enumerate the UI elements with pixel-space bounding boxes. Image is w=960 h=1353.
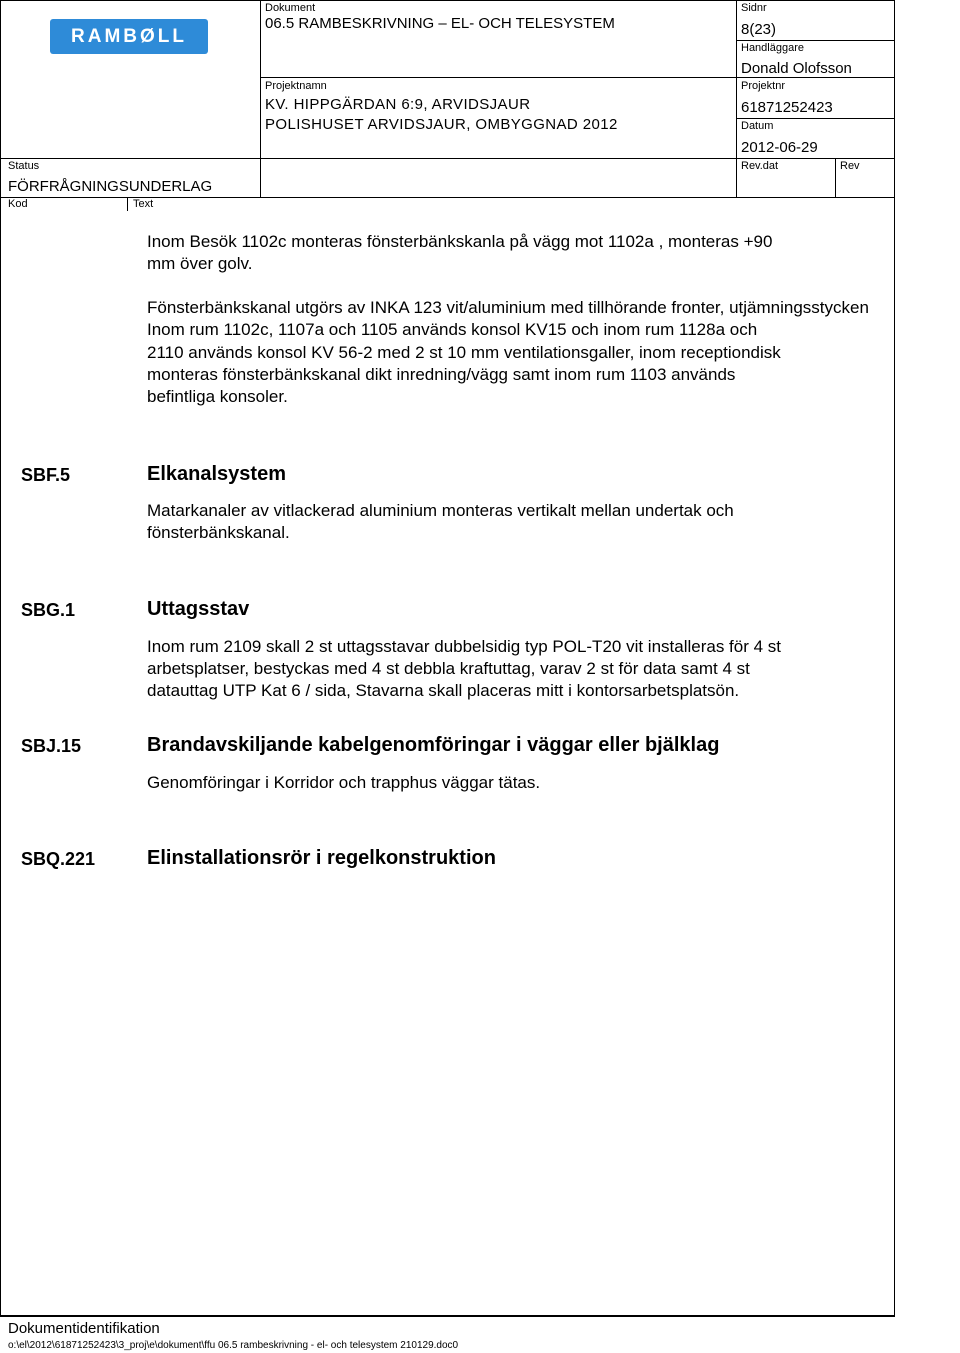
projektnr-value: 61871252423 bbox=[741, 99, 833, 116]
logo-text: RAMBØLL bbox=[71, 26, 187, 47]
paragraph-line: Inom rum 1102c, 1107a och 1105 används konsol KV15 och inom rum 1128a och bbox=[147, 320, 758, 339]
revdat-label: Rev.dat bbox=[741, 160, 779, 172]
sidnr-value: 8(23) bbox=[741, 21, 777, 38]
section-line: datauttag UTP Kat 6 / sida, Stavarna skall placeras mitt i kontorsarbetsplatsön. bbox=[147, 681, 740, 700]
section-heading: Elinstallationsrör i regelkonstruktion bbox=[147, 847, 496, 869]
handlaggare-value: Donald Olofsson bbox=[741, 60, 852, 77]
section-code: SBG.1 bbox=[21, 600, 76, 620]
paragraph-line: befintliga konsoler. bbox=[147, 387, 288, 406]
intro-line: Inom Besök 1102c monteras fönsterbänkskanla på vägg mot 1102a , monteras +90 bbox=[147, 232, 773, 251]
header-rule bbox=[736, 118, 895, 119]
paragraph-line: Fönsterbänkskanal utgörs av INKA 123 vit/aluminium med tillhörande fronter, utjämningsstycken bbox=[147, 298, 869, 317]
dokument-value: 06.5 RAMBESKRIVNING – EL- OCH TELESYSTEM bbox=[265, 15, 615, 32]
projektnamn-line2: POLISHUSET ARVIDSJAUR, OMBYGGNAD 2012 bbox=[265, 116, 618, 133]
header-rule bbox=[736, 40, 895, 41]
section-heading: Brandavskiljande kabelgenomföringar i väggar eller bjälklag bbox=[147, 734, 720, 756]
rev-label: Rev bbox=[840, 160, 860, 172]
handlaggare-label: Handläggare bbox=[741, 42, 804, 54]
header-rule bbox=[260, 77, 895, 78]
status-label: Status bbox=[8, 160, 40, 172]
section-code: SBQ.221 bbox=[21, 849, 96, 869]
text-label: Text bbox=[133, 198, 154, 210]
doc-id-label: Dokumentidentifikation bbox=[8, 1320, 160, 1337]
projektnr-label: Projektnr bbox=[741, 80, 786, 92]
kod-text-divider bbox=[127, 197, 128, 211]
datum-label: Datum bbox=[741, 120, 774, 132]
projektnamn-line1: KV. HIPPGÄRDAN 6:9, ARVIDSJAUR bbox=[265, 96, 531, 113]
header-divider-right bbox=[736, 0, 737, 197]
section-code: SBF.5 bbox=[21, 465, 71, 485]
section-line: Matarkanaler av vitlackerad aluminium monteras vertikalt mellan undertak och bbox=[147, 501, 734, 520]
header-rule bbox=[0, 158, 895, 159]
status-value: FÖRFRÅGNINGSUNDERLAG bbox=[8, 178, 213, 195]
section-heading: Elkanalsystem bbox=[147, 463, 286, 485]
header-divider-left bbox=[260, 0, 261, 197]
section-line: fönsterbänkskanal. bbox=[147, 523, 290, 542]
kod-label: Kod bbox=[8, 198, 28, 210]
section-line: Genomföringar i Korridor och trapphus väggar tätas. bbox=[147, 773, 541, 792]
paragraph-line: monteras fönsterbänkskanal dikt inredning/vägg samt inom rum 1103 används bbox=[147, 365, 736, 384]
section-line: Inom rum 2109 skall 2 st uttagsstavar dubbelsidig typ POL-T20 vit installeras för 4 st bbox=[147, 637, 782, 656]
paragraph-line: 2110 används konsol KV 56-2 med 2 st 10 mm ventilationsgaller, inom receptiondisk bbox=[147, 343, 781, 362]
intro-line: mm över golv. bbox=[147, 254, 253, 273]
footer-rule bbox=[0, 1316, 895, 1317]
section-line: arbetsplatser, bestyckas med 4 st debbla kraftuttag, varav 2 st för data samt 4 st bbox=[147, 659, 750, 678]
ramboll-logo bbox=[50, 19, 208, 54]
section-code: SBJ.15 bbox=[21, 736, 82, 756]
sidnr-label: Sidnr bbox=[741, 2, 767, 14]
dokument-label: Dokument bbox=[265, 2, 316, 14]
doc-id-path: o:\el\2012\61871252423\3_proj\e\dokument\ffu 06.5 rambeskrivning - el- och telesystem 210129.doc0 bbox=[8, 1340, 459, 1351]
datum-value: 2012-06-29 bbox=[741, 139, 818, 156]
rev-divider bbox=[835, 158, 836, 197]
projektnamn-label: Projektnamn bbox=[265, 80, 327, 92]
section-heading: Uttagsstav bbox=[147, 598, 250, 620]
